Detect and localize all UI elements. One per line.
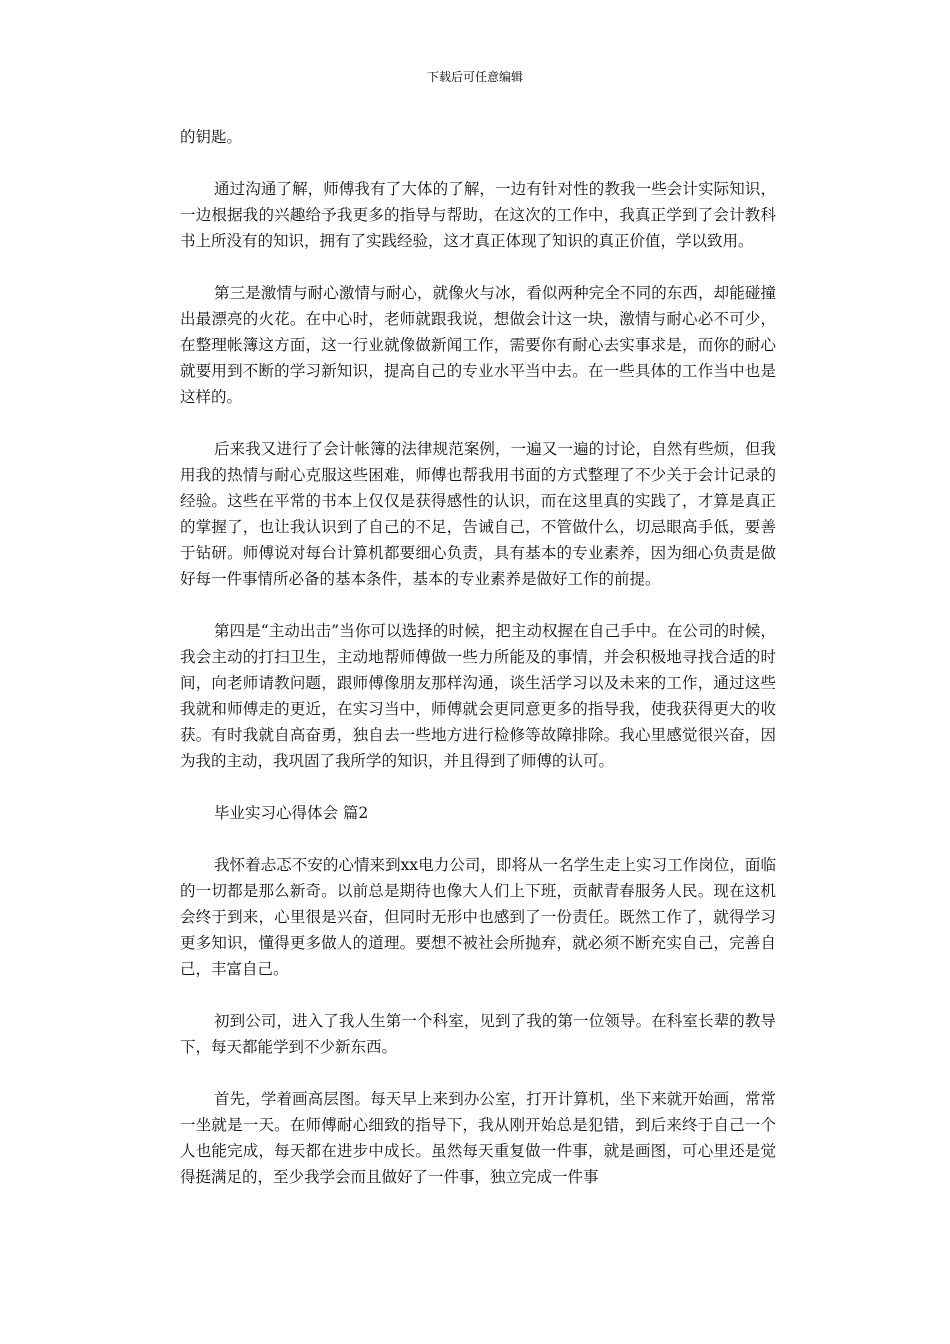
page-header: 下载后可任意编辑 bbox=[426, 70, 523, 84]
section-heading: 毕业实习心得体会 篇2 bbox=[214, 804, 369, 822]
paragraph: 初到公司，进入了我人生第一个科室，见到了我的第一位领导。在科室长辈的教导下，每天都能学到不少新东西。 bbox=[180, 1012, 776, 1056]
paragraph: 第四是“主动出击”当你可以选择的时候，把主动权握在自己手中。在公司的时候，我会主动的打扫卫生，主动地帮师傅做一些力所能及的事情，并会积极地寻找合适的时间，向老师请教问题，跟师傅像朋友那样沟通，谈生活学习以及未来的工作，通过这些我就和师傅走的更近，在实习当中，师傅就会更同意更多的指导我，使我获得更大的收获。有时我就自高奋勇，独自去一些地方进行检修等故障排除。我心里感觉很兴奋，因为我的主动，我巩固了我所学的知识，并且得到了师傅的认可。 bbox=[180, 622, 776, 770]
paragraph: 后来我又进行了会计帐簿的法律规范案例，一遍又一遍的讨论，自然有些烦，但我用我的热情与耐心克服这些困难，师傅也帮我用书面的方式整理了不少关于会计记录的经验。这些在平常的书本上仅仅是获得感性的认识，而在这里真的实践了，才算是真正的掌握了，也让我认识到了自己的不足，告诫自己，不管做什么，切忌眼高手低，要善于钻研。师傅说对每台计算机都要细心负责，具有基本的专业素养，因为细心负责是做好每一件事情所必备的基本条件，基本的专业素养是做好工作的前提。 bbox=[180, 440, 776, 588]
paragraph: 我怀着忐忑不安的心情来到xx电力公司，即将从一名学生走上实习工作岗位，面临的一切都是那么新奇。以前总是期待也像大人们上下班，贡献青春服务人民。现在这机会终于到来，心里很是兴奋，但同时无形中也感到了一份责任。既然工作了，就得学习更多知识，懂得更多做人的道理。要想不被社会所抛弃，就必须不断充实自己，完善自己，丰富自己。 bbox=[180, 856, 776, 978]
paragraph: 首先，学着画高层图。每天早上来到办公室，打开计算机，坐下来就开始画，常常一坐就是一天。在师傅耐心细致的指导下，我从刚开始总是犯错，到后来终于自己一个人也能完成，每天都在进步中成长。虽然每天重复做一件事，就是画图，可心里还是觉得挺满足的，至少我学会而且做好了一件事，独立完成一件事 bbox=[180, 1090, 776, 1186]
paragraph-continuation: 的钥匙。 bbox=[180, 128, 243, 146]
paragraph: 第三是激情与耐心激情与耐心，就像火与冰，看似两种完全不同的东西，却能碰撞出最漂亮的火花。在中心时，老师就跟我说，想做会计这一块，激情与耐心必不可少，在整理帐簿这方面，这一行业就像做新闻工作，需要你有耐心去实事求是，而你的耐心就要用到不断的学习新知识，提高自己的专业水平当中去。在一些具体的工作当中也是这样的。 bbox=[180, 284, 776, 406]
paragraph: 通过沟通了解，师傅我有了大体的了解，一边有针对性的教我一些会计实际知识，一边根据我的兴趣给予我更多的指导与帮助，在这次的工作中，我真正学到了会计教科书上所没有的知识，拥有了实践经验，这才真正体现了知识的真正价值，学以致用。 bbox=[180, 180, 776, 250]
document-body bbox=[180, 124, 776, 1216]
